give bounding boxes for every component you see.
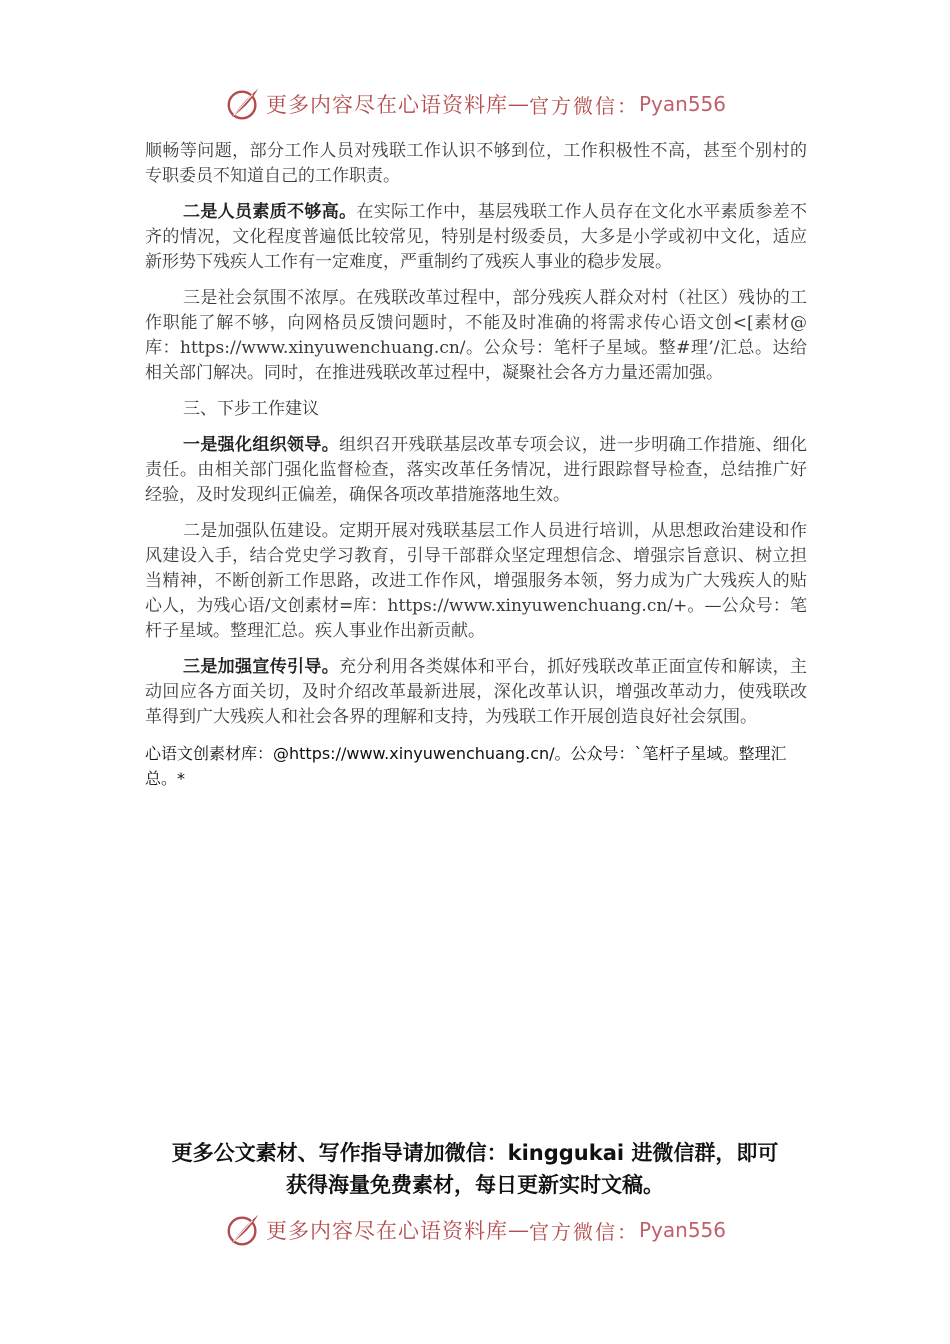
header-separator: — [507,92,529,116]
section-heading: 三、下步工作建议 [183,399,319,419]
footer-separator: — [507,1218,529,1242]
footer-wechat-id: Pyan556 [638,1218,726,1242]
source-note: 心语文创素材库：@https://www.xinyuwenchuang.cn/。公众号：`笔杆子星域。整理汇总。* [145,744,787,788]
header-banner [0,84,950,124]
paragraph-6-lead: 三是加强宣传引导。 [183,657,340,677]
header-wechat-id: Pyan556 [638,92,726,116]
quill-logo-icon [224,85,262,123]
paragraph-4 [145,433,807,508]
footer-banner [0,1210,950,1250]
paragraph-6 [145,655,807,730]
paragraph-2-lead: 二是人员素质不够高。 [183,202,357,222]
header-contact-label: 官方微信： [528,93,639,118]
footer-site-name: 更多内容尽在心语资料库 [265,1219,508,1243]
promo-line-1: 更多公文素材、写作指导请加微信：kinggukai 进微信群，即可 [171,1141,779,1165]
promo-block [0,1137,950,1201]
footer-contact-label: 官方微信： [528,1219,639,1244]
paragraph-1: 顺畅等问题，部分工作人员对残联工作认识不够到位，工作积极性不高，甚至个别村的专职委员不知道自己的工作职责。 [145,141,807,186]
paragraph-3: 三是社会氛围不浓厚。在残联改革过程中，部分残疾人群众对村（社区）残协的工作职能了解不够，向网格员反馈问题时，不能及时准确的将需求传心语文创<[素材@库：https://www.xinyuwenchuang.cn/。公众号：笔杆子星域。整#理’/汇总。达给相关部门解决。同时，在推进残联改革过程中，凝聚社会各方力量还需加强。 [145,288,807,383]
promo-line-2: 获得海量免费素材，每日更新实时文稿。 [286,1173,664,1197]
paragraph-4-lead: 一是强化组织领导。 [183,435,340,455]
paragraph-6-text: 充分利用各类媒体和平台，抓好残联改革正面宣传和解读，主动回应各方面关切，及时介绍改革最新进展，深化改革认识，增强改革动力，使残联改革得到广大残疾人和社会各界的理解和支持，为残联工作开展创造良好社会氛围。 [145,657,808,727]
header-site-name: 更多内容尽在心语资料库 [265,93,508,117]
paragraph-2 [145,200,807,275]
paragraph-5: 二是加强队伍建设。定期开展对残联基层工作人员进行培训，从思想政治建设和作风建设入手，结合党史学习教育，引导干部群众坚定理想信念、增强宗旨意识、树立担当精神，不断创新工作思路，改进工作作风，增强服务本领，努力成为广大残疾人的贴心人，为残心语/文创素材=库：https://www.xinyuwenchuang.cn/+。—公众号：笔杆子星域。整理汇总。疾人事业作出新贡献。 [145,521,807,641]
paragraph-2-text: 在实际工作中，基层残联工作人员存在文化水平素质参差不齐的情况，文化程度普遍低比较常见，特别是村级委员，大多是小学或初中文化，适应新形势下残疾人工作有一定难度，严重制约了残疾人事业的稳步发展。 [145,202,808,272]
paragraph-4-text: 组织召开残联基层改革专项会议，进一步明确工作措施、细化责任。由相关部门强化监督检查，落实改革任务情况，进行跟踪督导检查，总结推广好经验，及时发现纠正偏差，确保各项改革措施落地生效。 [145,435,808,505]
quill-logo-icon [224,1211,262,1249]
document-body [145,139,807,791]
